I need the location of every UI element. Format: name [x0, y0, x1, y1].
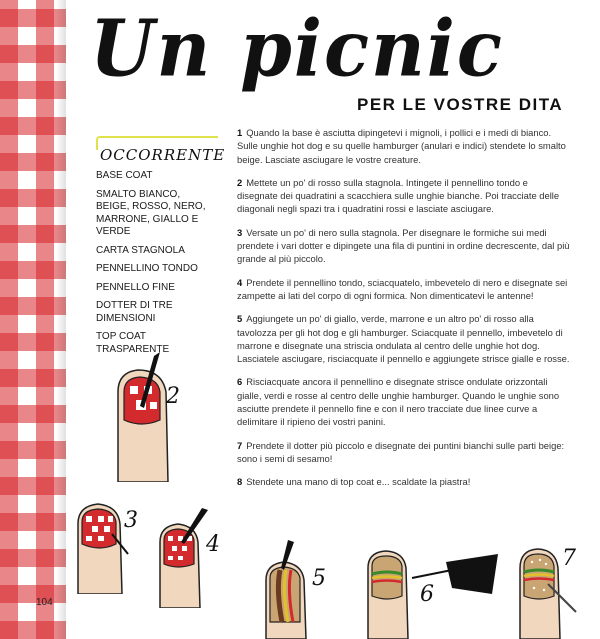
step-8	[237, 475, 570, 488]
nail-illustration-4	[154, 508, 224, 608]
supply-item: PENNELLINO TONDO	[96, 263, 198, 274]
supply-item: SMALTO BIANCO, BEIGE, ROSSO, NERO, MARRONE, GIALLO E VERDE	[96, 188, 206, 237]
supplies-box	[96, 136, 226, 362]
step-number: 6	[237, 376, 243, 388]
step-number: 4	[237, 276, 243, 288]
step-5	[237, 312, 570, 365]
step-6	[237, 375, 570, 428]
supply-item: CARTA STAGNOLA	[96, 244, 185, 256]
step-text: Prendete il dotter più piccolo e disegnate dei puntini bianchi sulle parti beige: sono i semi di sesamo!	[237, 439, 565, 464]
nail-illustration-7	[514, 540, 594, 639]
step-text: Quando la base è asciutta dipingetevi i mignoli, i pollici e i medi di bianco. Sulle unghie hot dog e su quelle hamburger (anulari e indici) stendete lo smalto beige. Lasciate asciugare le vostre creature.	[237, 127, 566, 165]
supply-item: BASE COAT	[96, 170, 153, 181]
illustration-label-5: 5	[312, 566, 326, 591]
step-7	[237, 439, 570, 466]
step-text: Versate un po' di nero sulla stagnola. Per disegnare le formiche sui medi prendete i vari dotter e dipingete una fila di puntini in ordine decrescente, dal più grande al più piccolo.	[237, 226, 570, 265]
illustration-label-4: 4	[206, 532, 220, 557]
step-number: 3	[237, 226, 243, 238]
step-number: 1	[237, 127, 243, 138]
page-subtitle: PER LE VOSTRE DITA	[357, 95, 564, 114]
gingham-border	[0, 0, 66, 639]
page-title: Un picnic	[90, 3, 504, 95]
nail-illustration-2	[110, 352, 200, 482]
step-4	[237, 276, 570, 303]
illustration-label-7: 7	[562, 546, 576, 571]
supplies-rule	[96, 136, 218, 150]
step-text: Stendete una mano di top coat e... scaldate la piastra!	[246, 476, 471, 488]
illustration-label-2: 2	[166, 384, 180, 409]
step-1	[237, 126, 570, 166]
instructions	[237, 126, 570, 499]
supply-item: DOTTER DI TRE DIMENSIONI	[96, 300, 173, 324]
step-number: 2	[237, 176, 243, 188]
step-number: 7	[237, 439, 243, 451]
illustration-label-6: 6	[420, 582, 434, 607]
step-text: Risciacquate ancora il pennellino e disegnate strisce ondulate orizzontali gialle, verdi e rosse al centro delle unghie hamburger. Quando le unghie sono asciutte prendete il pennello fine e con il nero tracciate due linee curve a delimitare il ripieno dei vostri panini.	[237, 376, 560, 428]
step-text: Prendete il pennellino tondo, sciacquatelo, imbevetelo di nero e disegnate sei zampette ai lati del corpo di ogni formica. Non dimenticatevi le antenne!	[237, 276, 568, 301]
supply-item: PENNELLO FINE	[96, 281, 175, 293]
step-number: 5	[237, 313, 243, 325]
supply-item: TOP COAT TRASPARENTE	[96, 331, 170, 355]
step-3	[237, 226, 570, 266]
step-text: Mettete un po' di rosso sulla stagnola. Intingete il pennellino tondo e disegnate dei quadratini a scacchiera sulle unghie bianche. Poi tracciate delle diagonali negli spazi tra i quadratini rossi e lasciate asciugare.	[237, 176, 560, 215]
step-number: 8	[237, 476, 243, 488]
supplies-list	[96, 170, 214, 356]
page-number: 104	[36, 597, 53, 608]
supplies-title: OCCORRENTE	[100, 146, 226, 164]
step-text: Aggiungete un po' di giallo, verde, marrone e un altro po' di rosso alla tavolozza per gli hot dog e gli hamburger. Sciacquate il pennello, imbevetelo di marrone e disegnate una striscia ondulata al centro delle unghie hot dog. Lasciatele asciugare, risciacquate il pennello e aggiungete strisce gialle e rosse.	[237, 313, 570, 365]
illustration-label-3: 3	[124, 508, 138, 533]
step-2	[237, 176, 570, 216]
